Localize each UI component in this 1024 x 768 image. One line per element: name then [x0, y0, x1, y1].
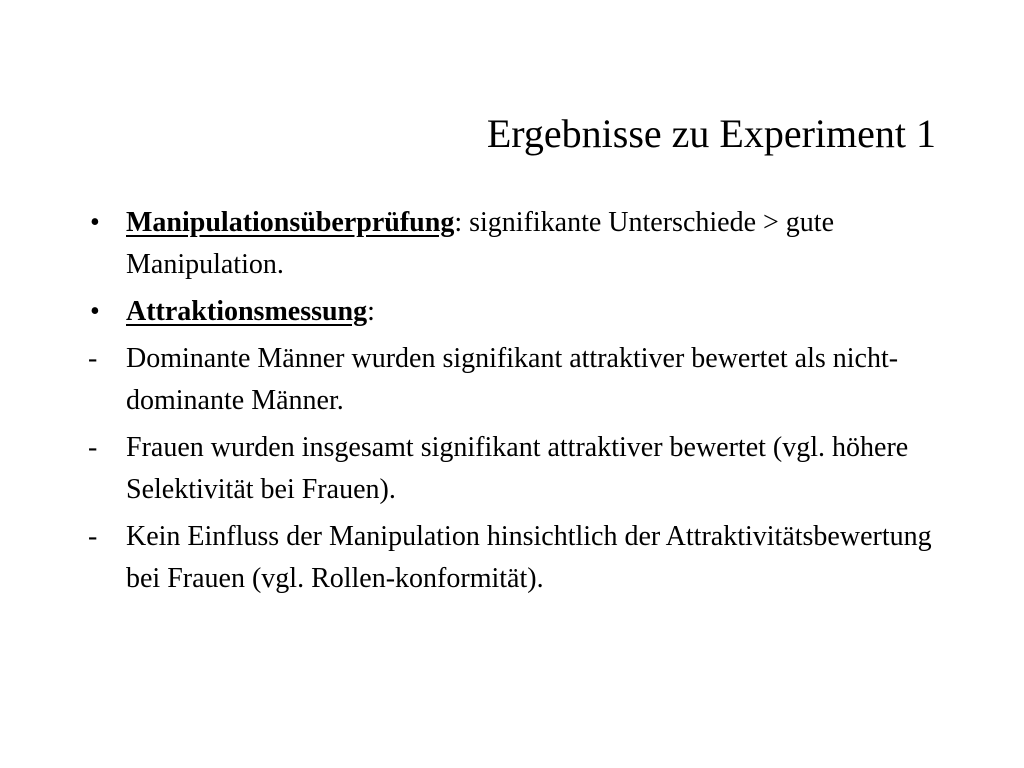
dash-marker: -	[88, 343, 98, 374]
manipulation-check-term: Manipulationsüberprüfung	[126, 207, 455, 238]
dash-marker: -	[88, 521, 98, 552]
dash-item-dominant-men	[86, 338, 946, 422]
dash-item-women-overall	[86, 427, 946, 511]
dominant-men-text: Dominante Männer wurden signifikant attraktiver bewertet als nicht-dominante Männer.	[126, 343, 899, 416]
bullet-marker: •	[90, 207, 100, 238]
term-separator: :	[454, 207, 463, 238]
dash-marker: -	[88, 432, 98, 463]
term-separator: :	[367, 296, 375, 327]
manipulation-check-text: signifikante Unterschiede > gute Manipulation.	[126, 207, 835, 280]
women-overall-text: Frauen wurden insgesamt signifikant attraktiver bewertet (vgl. höhere Selektivität bei Frauen).	[126, 432, 909, 505]
dash-item-no-manipulation-effect	[86, 516, 946, 600]
no-manipulation-effect-text: Kein Einfluss der Manipulation hinsichtlich der Attraktivitätsbewertung bei Frauen (vgl. Rollen-konformität).	[126, 521, 932, 594]
bullet-marker: •	[90, 296, 100, 327]
slide-title: Ergebnisse zu Experiment 1	[486, 111, 936, 156]
attraction-measurement-term: Attraktionsmessung	[126, 296, 368, 327]
slide-body	[86, 202, 946, 605]
bullet-item-manipulation-check	[86, 202, 946, 286]
bullet-item-attraction-measurement	[86, 291, 946, 333]
